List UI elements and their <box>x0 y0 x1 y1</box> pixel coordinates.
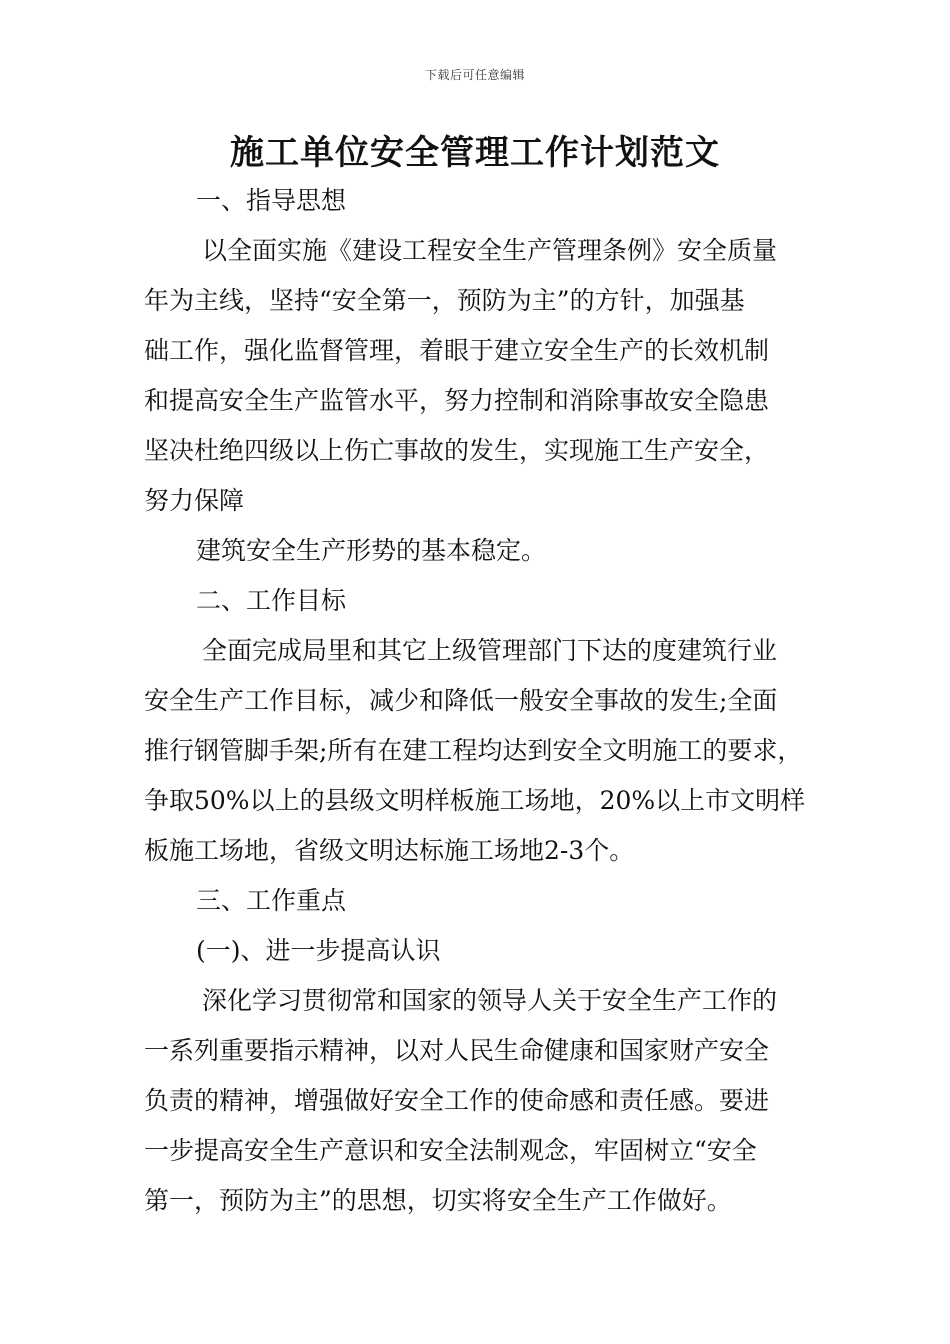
subsection-heading: (一)、进一步提高认识 <box>196 936 441 965</box>
paragraph-line: 努力保障 <box>144 486 245 515</box>
paragraph-line: 负责的精神，增强做好安全工作的使命感和责任感。要进 <box>144 1086 770 1115</box>
header-note: 下载后可任意编辑 <box>424 68 525 82</box>
section-heading: 二、工作目标 <box>196 586 347 615</box>
paragraph-line: 年为主线，坚持“安全第一，预防为主”的方针，加强基 <box>144 286 745 315</box>
paragraph-line: 一系列重要指示精神，以对人民生命健康和国家财产安全 <box>144 1036 770 1065</box>
paragraph-line: 建筑安全生产形势的基本稳定。 <box>196 536 547 565</box>
paragraph-line: 第一，预防为主”的思想，切实将安全生产工作做好。 <box>144 1186 732 1215</box>
paragraph-line: 板施工场地，省级文明达标施工场地2-3个。 <box>144 836 635 865</box>
paragraph-line: 全面完成局里和其它上级管理部门下达的度建筑行业 <box>202 636 778 665</box>
document-title: 施工单位安全管理工作计划范文 <box>230 133 720 173</box>
paragraph-line: 础工作，强化监督管理，着眼于建立安全生产的长效机制 <box>144 336 770 365</box>
paragraph-line: 坚决杜绝四级以上伤亡事故的发生，实现施工生产安全， <box>144 436 770 465</box>
paragraph-line: 一步提高安全生产意识和安全法制观念，牢固树立“安全 <box>144 1136 757 1165</box>
paragraph-line: 争取50%以上的县级文明样板施工场地，20%以上市文明样 <box>144 786 806 815</box>
paragraph-line: 深化学习贯彻常和国家的领导人关于安全生产工作的 <box>202 986 778 1015</box>
paragraph-line: 推行钢管脚手架;所有在建工程均达到安全文明施工的要求， <box>144 736 803 765</box>
paragraph-line: 以全面实施《建设工程安全生产管理条例》安全质量 <box>202 236 778 265</box>
document-body <box>144 176 824 1226</box>
paragraph-line: 和提高安全生产监管水平，努力控制和消除事故安全隐患 <box>144 386 770 415</box>
section-heading: 一、指导思想 <box>196 186 347 215</box>
paragraph-line: 安全生产工作目标，减少和降低一般安全事故的发生;全面 <box>144 686 778 715</box>
section-heading: 三、工作重点 <box>196 886 347 915</box>
